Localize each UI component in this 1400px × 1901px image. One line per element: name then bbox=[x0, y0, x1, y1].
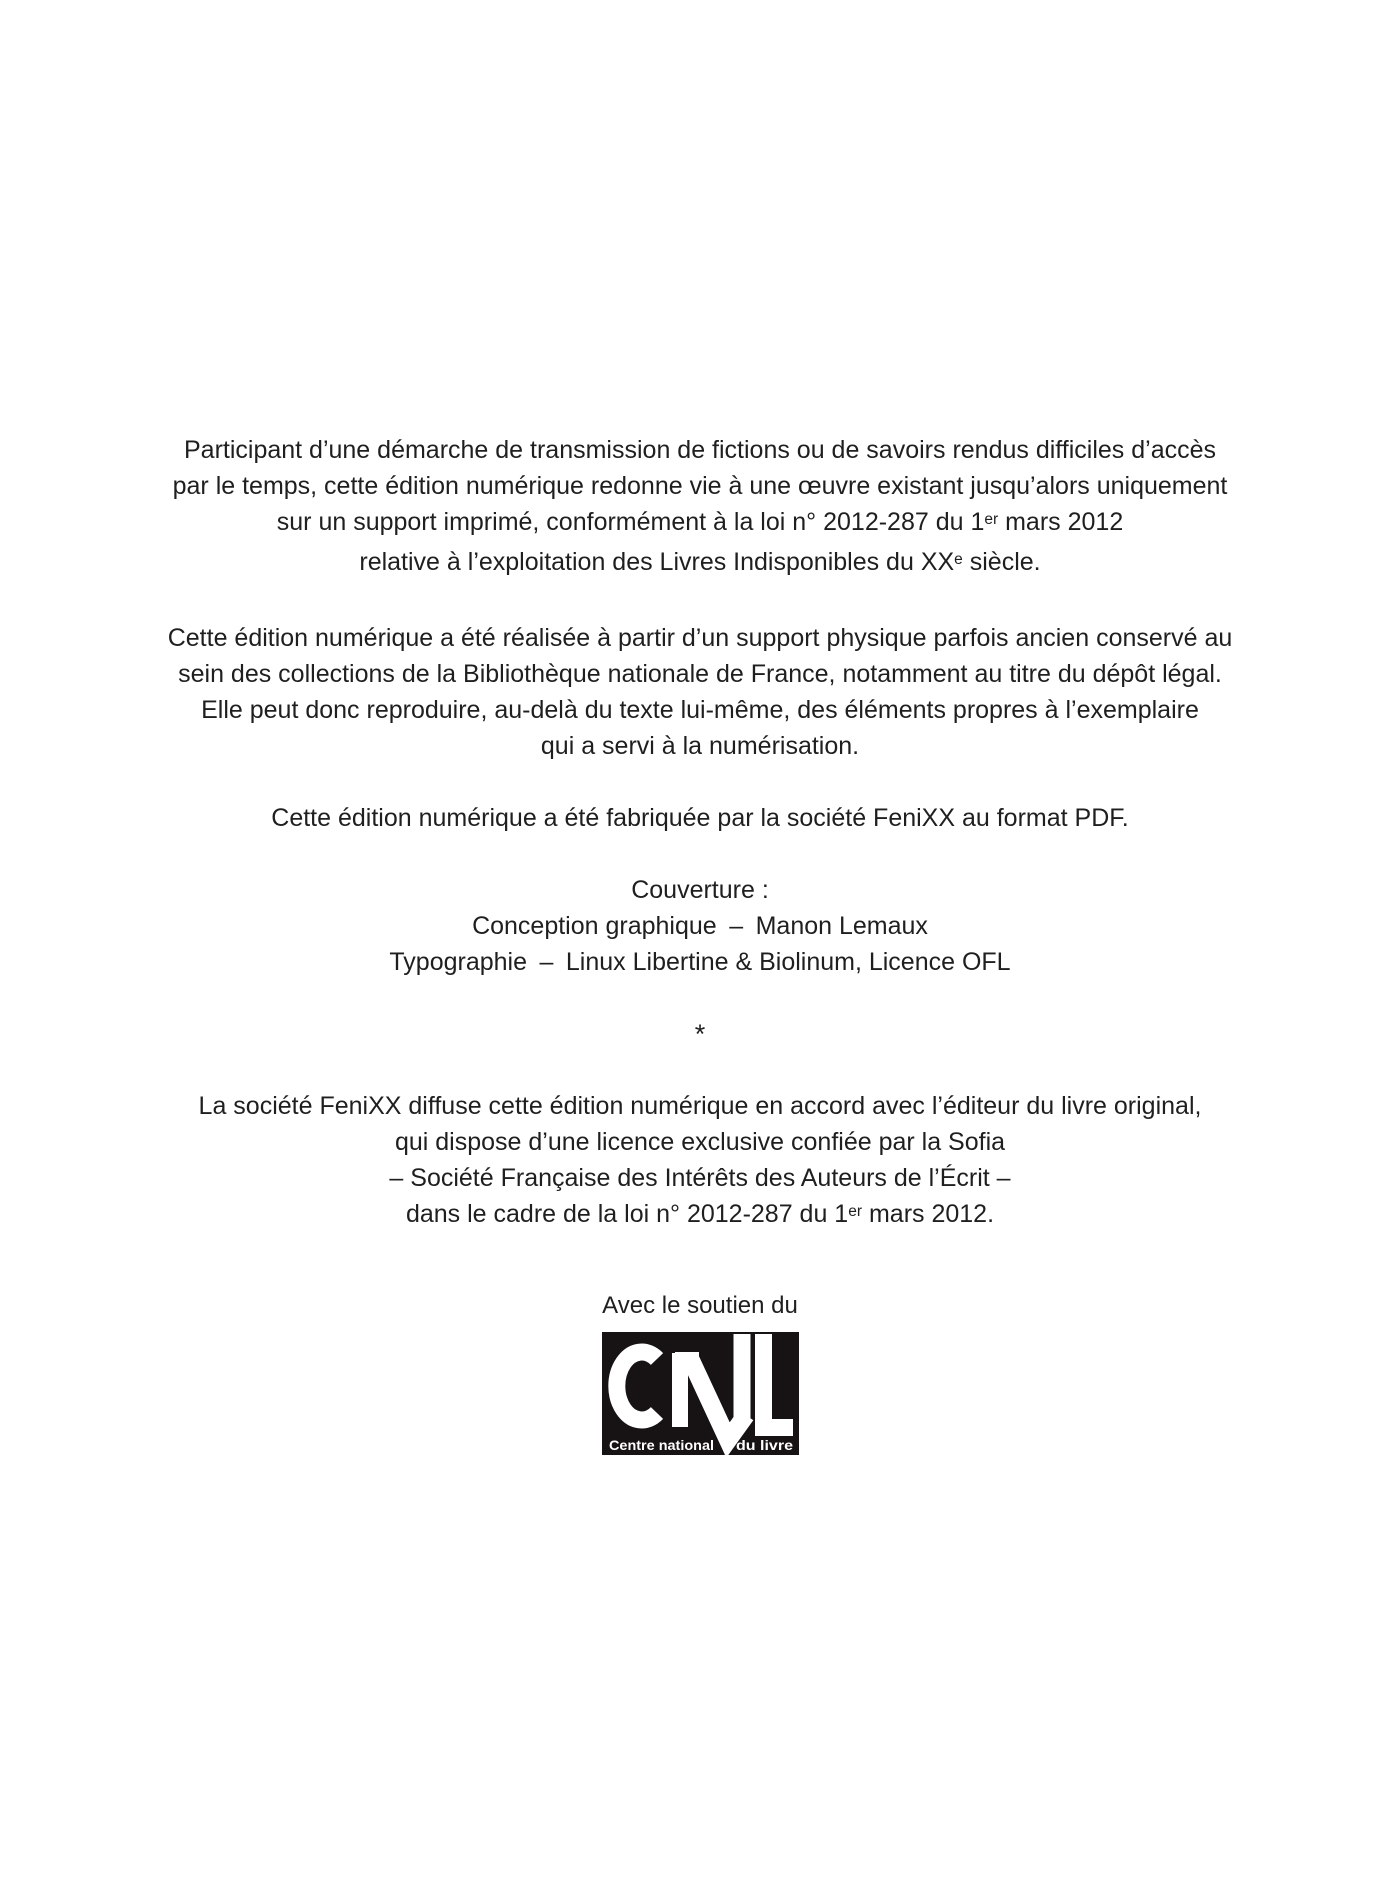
text-line: – Société Française des Intérêts des Auteurs de l’Écrit – bbox=[389, 1164, 1011, 1192]
superscript: er bbox=[984, 511, 999, 529]
cover-credit-typography: Typographie – Linux Libertine & Biolinum, Licence OFL bbox=[389, 948, 1011, 976]
text-line: Elle peut donc reproduire, au-delà du texte lui-même, des éléments propres à l’exemplaire bbox=[201, 696, 1199, 724]
text-line: relative à l’exploitation des Livres Indisponibles du XXe siècle. bbox=[359, 548, 1041, 576]
text-line: La société FeniXX diffuse cette édition numérique en accord avec l’éditeur du livre original, bbox=[198, 1092, 1202, 1120]
superscript: e bbox=[954, 551, 963, 569]
text-line: sur un support imprimé, conformément à la loi n° 2012-287 du 1er mars 2012 bbox=[276, 508, 1124, 536]
asterisk-glyph: * bbox=[694, 1019, 706, 1049]
cnl-logo bbox=[602, 1332, 799, 1455]
paragraph-diffusion-license bbox=[0, 1088, 1400, 1236]
cnl-text-centre-national: Centre national bbox=[608, 1437, 714, 1453]
text-line: Cette édition numérique a été fabriquée par la société FeniXX au format PDF. bbox=[271, 804, 1129, 832]
asterisk-separator bbox=[0, 1016, 1400, 1052]
cover-credit-design: Conception graphique – Manon Lemaux bbox=[472, 912, 928, 940]
text-line: qui a servi à la numérisation. bbox=[540, 732, 860, 760]
cover-credits-title: Couverture : bbox=[631, 876, 769, 904]
text-line: qui dispose d’une licence exclusive confiée par la Sofia bbox=[394, 1128, 1006, 1156]
paragraph-fabrication bbox=[0, 800, 1400, 836]
support-block bbox=[0, 1291, 1400, 1455]
text-line: dans le cadre de la loi n° 2012-287 du 1er mars 2012. bbox=[405, 1200, 995, 1228]
superscript: er bbox=[848, 1203, 863, 1221]
cnl-text-du-livre: du livre bbox=[735, 1437, 793, 1453]
text-line: par le temps, cette édition numérique redonne vie à une œuvre existant jusqu’alors uniquement bbox=[172, 472, 1228, 500]
support-caption: Avec le soutien du bbox=[602, 1292, 798, 1319]
paragraph-legal-framework bbox=[0, 432, 1400, 584]
cover-credits-block bbox=[0, 872, 1400, 980]
paragraph-source-copy bbox=[0, 620, 1400, 764]
text-line: sein des collections de la Bibliothèque nationale de France, notamment au titre du dépôt légal. bbox=[178, 660, 1222, 688]
text-line: Participant d’une démarche de transmission de fictions ou de savoirs rendus difficiles d’accès bbox=[183, 436, 1217, 464]
text-line: Cette édition numérique a été réalisée à partir d’un support physique parfois ancien conservé au bbox=[167, 624, 1233, 652]
